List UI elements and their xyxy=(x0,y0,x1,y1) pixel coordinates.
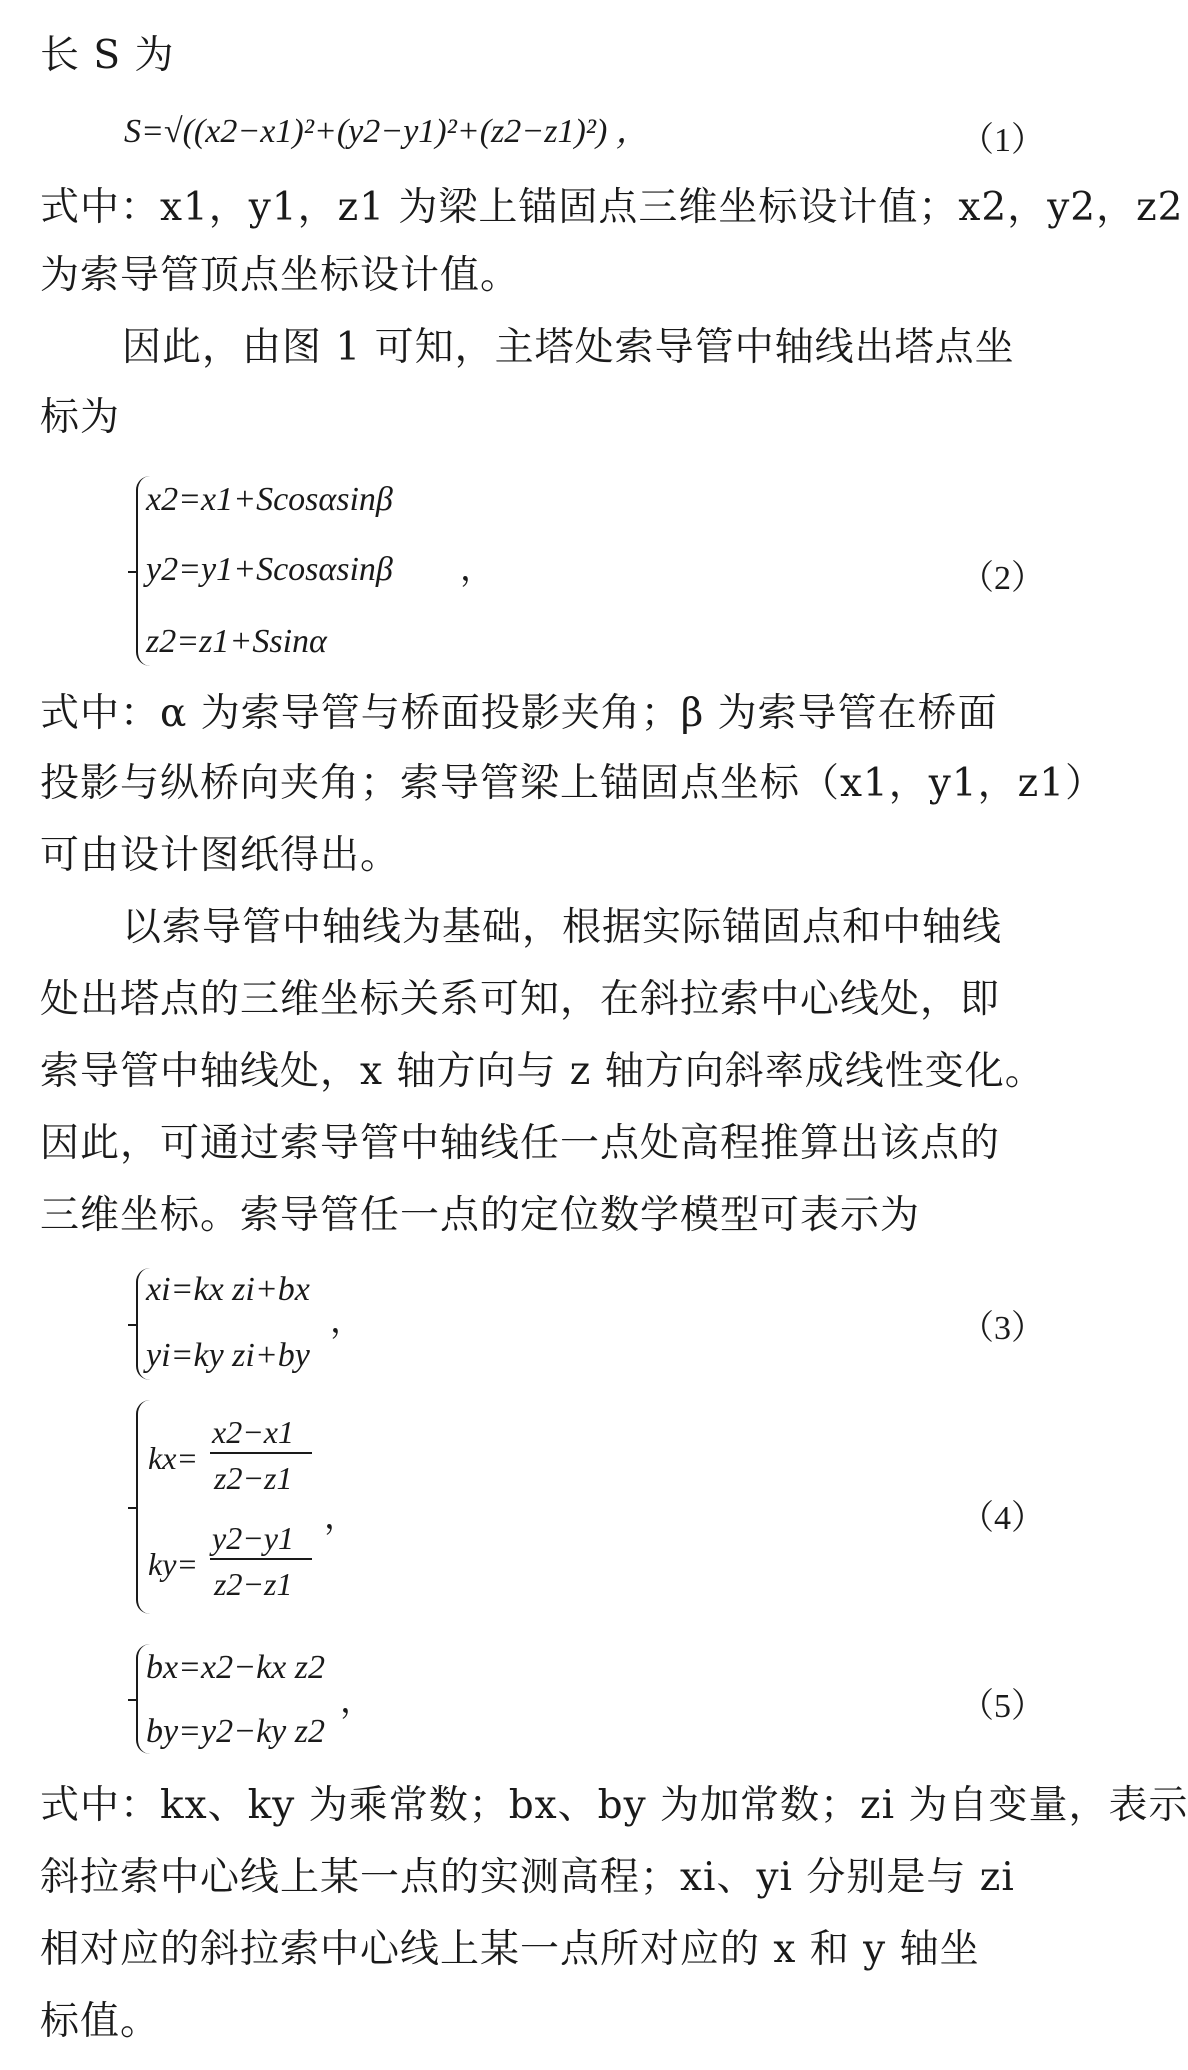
text-line: 标为 xyxy=(40,395,121,440)
eq2-trailing-comma: ， xyxy=(460,551,494,588)
text-line: 标值。 xyxy=(40,1999,161,2044)
eq4-kx-denominator: z2−z1 xyxy=(214,1460,293,1496)
eq4-ky-denominator: z2−z1 xyxy=(214,1566,293,1602)
eq4-kx-numerator: x2−x1 xyxy=(212,1414,294,1450)
eq1-number: （1） xyxy=(960,122,1045,159)
fraction-bar xyxy=(210,1452,312,1454)
text-line: 索导管中轴线处，x 轴方向与 z 轴方向斜率成线性变化。 xyxy=(40,1049,1045,1094)
fraction-bar xyxy=(210,1558,312,1560)
eq4-kx-label: kx= xyxy=(148,1440,198,1476)
eq5-number: （5） xyxy=(960,1688,1045,1725)
text-line: 处出塔点的三维坐标关系可知，在斜拉索中心线处，即 xyxy=(40,977,1001,1022)
eq2-line-3: z2=z1+Ssinα xyxy=(146,623,327,660)
text-line: 相对应的斜拉索中心线上某一点所对应的 x 和 y 轴坐 xyxy=(40,1927,980,1972)
eq5-trailing-comma: ， xyxy=(340,1683,374,1720)
eq1-expression: S=√((x2−x1)²+(y2−y1)²+(z2−z1)²) ， xyxy=(124,113,650,150)
text-line: 长 S 为 xyxy=(40,33,175,78)
text-line: 式中：kx、ky 为乘常数；bx、by 为加常数；zi 为自变量，表示 xyxy=(40,1783,1188,1828)
eq4-trailing-comma: ， xyxy=(324,1499,358,1536)
eq4-ky-numerator: y2−y1 xyxy=(212,1520,294,1556)
eq4-ky-label: ky= xyxy=(148,1546,198,1582)
eq2-line-1: x2=x1+Scosαsinβ xyxy=(146,481,393,518)
eq5-line-1: bx=x2−kx z2 xyxy=(146,1649,325,1686)
eq3-line-2: yi=ky zi+by xyxy=(146,1337,310,1374)
text-line: 可由设计图纸得出。 xyxy=(40,833,401,878)
eq3-line-1: xi=kx zi+bx xyxy=(146,1271,310,1308)
text-line: 以索导管中轴线为基础，根据实际锚固点和中轴线 xyxy=(122,905,1003,950)
eq3-trailing-comma: ， xyxy=(330,1303,364,1340)
text-line: 式中：α 为索导管与桥面投影夹角；β 为索导管在桥面 xyxy=(40,691,998,736)
text-line: 投影与纵桥向夹角；索导管梁上锚固点坐标（x1，y1，z1） xyxy=(40,761,1106,806)
eq2-line-2: y2=y1+Scosαsinβ xyxy=(146,551,393,588)
text-line: 为索导管顶点坐标设计值。 xyxy=(40,253,521,298)
eq2-number: （2） xyxy=(960,560,1045,597)
text-line: 斜拉索中心线上某一点的实测高程；xi、yi 分别是与 zi xyxy=(40,1855,1015,1900)
eq4-number: （4） xyxy=(960,1500,1045,1537)
text-line: 因此，由图 1 可知，主塔处索导管中轴线出塔点坐 xyxy=(122,325,1015,370)
eq3-number: （3） xyxy=(960,1310,1045,1347)
text-line: 因此，可通过索导管中轴线任一点处高程推算出该点的 xyxy=(40,1121,1001,1166)
eq5-line-2: by=y2−ky z2 xyxy=(146,1713,325,1750)
text-line: 式中：x1，y1，z1 为梁上锚固点三维坐标设计值；x2，y2，z2 xyxy=(40,185,1184,230)
text-line: 三维坐标。索导管任一点的定位数学模型可表示为 xyxy=(40,1193,921,1238)
